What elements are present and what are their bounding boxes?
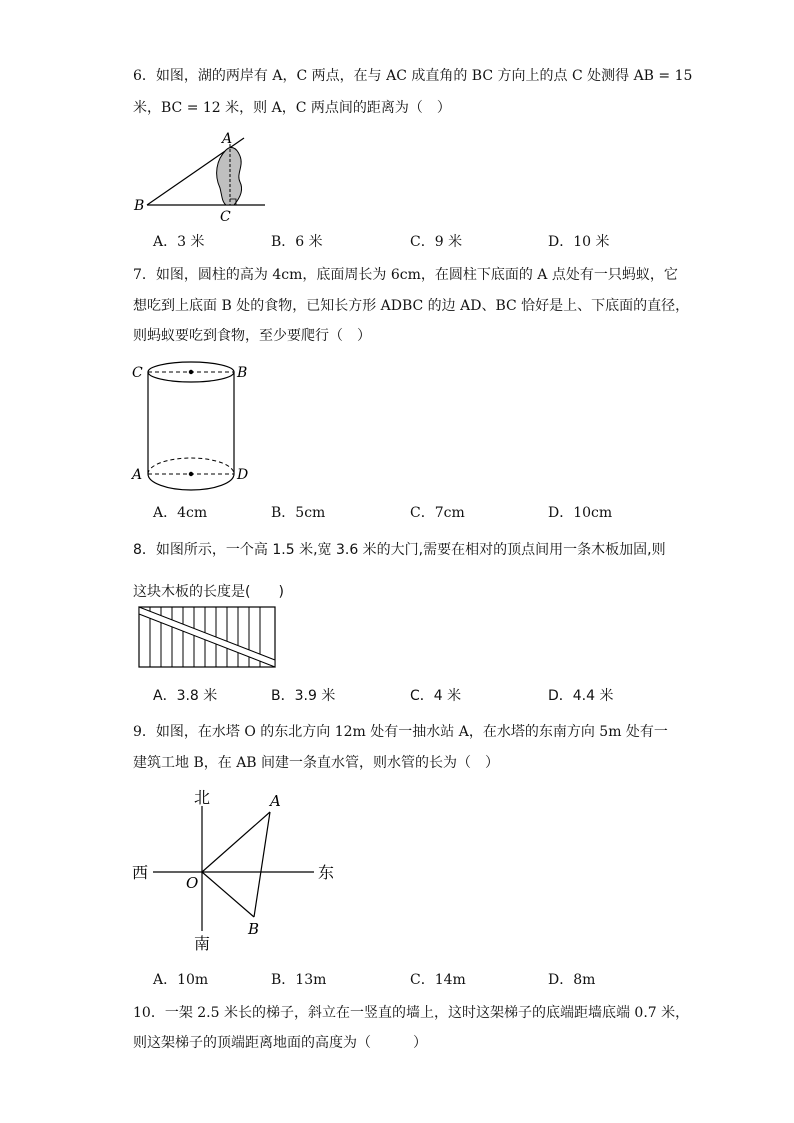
q9-line-1: 9．如图，在水塔 O 的东北方向 12m 处有一抽水站 A，在水塔的东南方向 5m 处有一 — [133, 724, 668, 740]
q10-line-1: 10．一架 2.5 米长的梯子，斜立在一竖直的墙上，这时这架梯子的底端距墙底端 0.7 米， — [133, 1005, 690, 1021]
q9-label-south: 南 — [194, 934, 211, 953]
q6-lake-shape — [217, 148, 242, 205]
q7-option-b[interactable]: B．5cm — [271, 505, 326, 521]
q7-line-1: 7．如图，圆柱的高为 4cm，底面周长为 6cm，在圆柱下底面的 A 点处有一只蚂蚁，它 — [133, 267, 678, 283]
q9-option-a[interactable]: A．10m — [153, 972, 209, 988]
q6-option-a[interactable]: A．3 米 — [153, 234, 205, 250]
q10-line-2: 则这架梯子的顶端距离地面的高度为（ ） — [133, 1035, 427, 1051]
q8-option-b[interactable]: B．3.9 米 — [271, 688, 336, 704]
q6-line-2: 米，BC = 12 米，则 A，C 两点间的距离为（ ） — [133, 100, 451, 116]
q8-line-1: 8．如图所示，一个高 1.5 米,宽 3.6 米的大门,需要在相对的顶点间用一条木板加固,则 — [133, 542, 666, 558]
q9-option-d[interactable]: D．8m — [548, 972, 596, 988]
q7-label-C: C — [132, 365, 143, 381]
q7-top-center — [189, 370, 193, 374]
q8-gate-figure — [138, 606, 288, 672]
q7-line-3: 则蚂蚁要吃到食物，至少要爬行（ ） — [133, 328, 371, 344]
q9-label-north: 北 — [194, 788, 211, 807]
q9-line-OA — [202, 812, 270, 872]
q9-line-2: 建筑工地 B，在 AB 间建一条直水管，则水管的长为（ ） — [133, 755, 500, 771]
q7-bottom-front-arc — [148, 474, 234, 490]
q9-label-O: O — [186, 874, 199, 892]
q9-line-OB — [202, 872, 254, 917]
q9-label-west: 西 — [132, 863, 149, 882]
q8-option-a[interactable]: A．3.8 米 — [153, 688, 218, 704]
q9-label-A: A — [270, 792, 281, 810]
q8-line-2: 这块木板的长度是( ) — [133, 584, 284, 600]
q8-diagonal-board — [139, 607, 275, 667]
q6-label-C: C — [220, 209, 231, 225]
q7-label-A: A — [132, 467, 143, 483]
q6-option-b[interactable]: B．6 米 — [271, 234, 323, 250]
q7-cylinder-figure — [130, 358, 270, 498]
q7-option-d[interactable]: D．10cm — [548, 505, 613, 521]
q6-lake-figure — [130, 130, 290, 230]
q6-option-c[interactable]: C．9 米 — [410, 234, 463, 250]
q9-option-c[interactable]: C．14m — [410, 972, 466, 988]
q7-label-B: B — [237, 365, 248, 381]
q8-option-c[interactable]: C．4 米 — [410, 688, 462, 704]
q8-option-d[interactable]: D．4.4 米 — [548, 688, 614, 704]
q7-label-D: D — [237, 467, 249, 483]
q7-option-c[interactable]: C．7cm — [410, 505, 465, 521]
q6-label-B: B — [134, 198, 145, 214]
q9-label-B: B — [248, 920, 260, 938]
q9-label-east: 东 — [318, 863, 335, 882]
q6-option-d[interactable]: D．10 米 — [548, 234, 610, 250]
q6-line-1: 6．如图，湖的两岸有 A，C 两点，在与 AC 成直角的 BC 方向上的点 C 处测得 AB = 15 — [133, 68, 693, 84]
q9-line-AB — [254, 812, 270, 917]
q7-line-2: 想吃到上底面 B 处的食物，已知长方形 ADBC 的边 AD、BC 恰好是上、下底面的直径， — [133, 298, 690, 314]
q9-option-b[interactable]: B．13m — [271, 972, 327, 988]
q7-option-a[interactable]: A．4cm — [153, 505, 208, 521]
q6-label-A: A — [222, 131, 233, 147]
q7-bottom-center — [189, 472, 193, 476]
q7-bottom-back-arc — [148, 458, 234, 474]
q9-compass-figure — [128, 786, 348, 956]
